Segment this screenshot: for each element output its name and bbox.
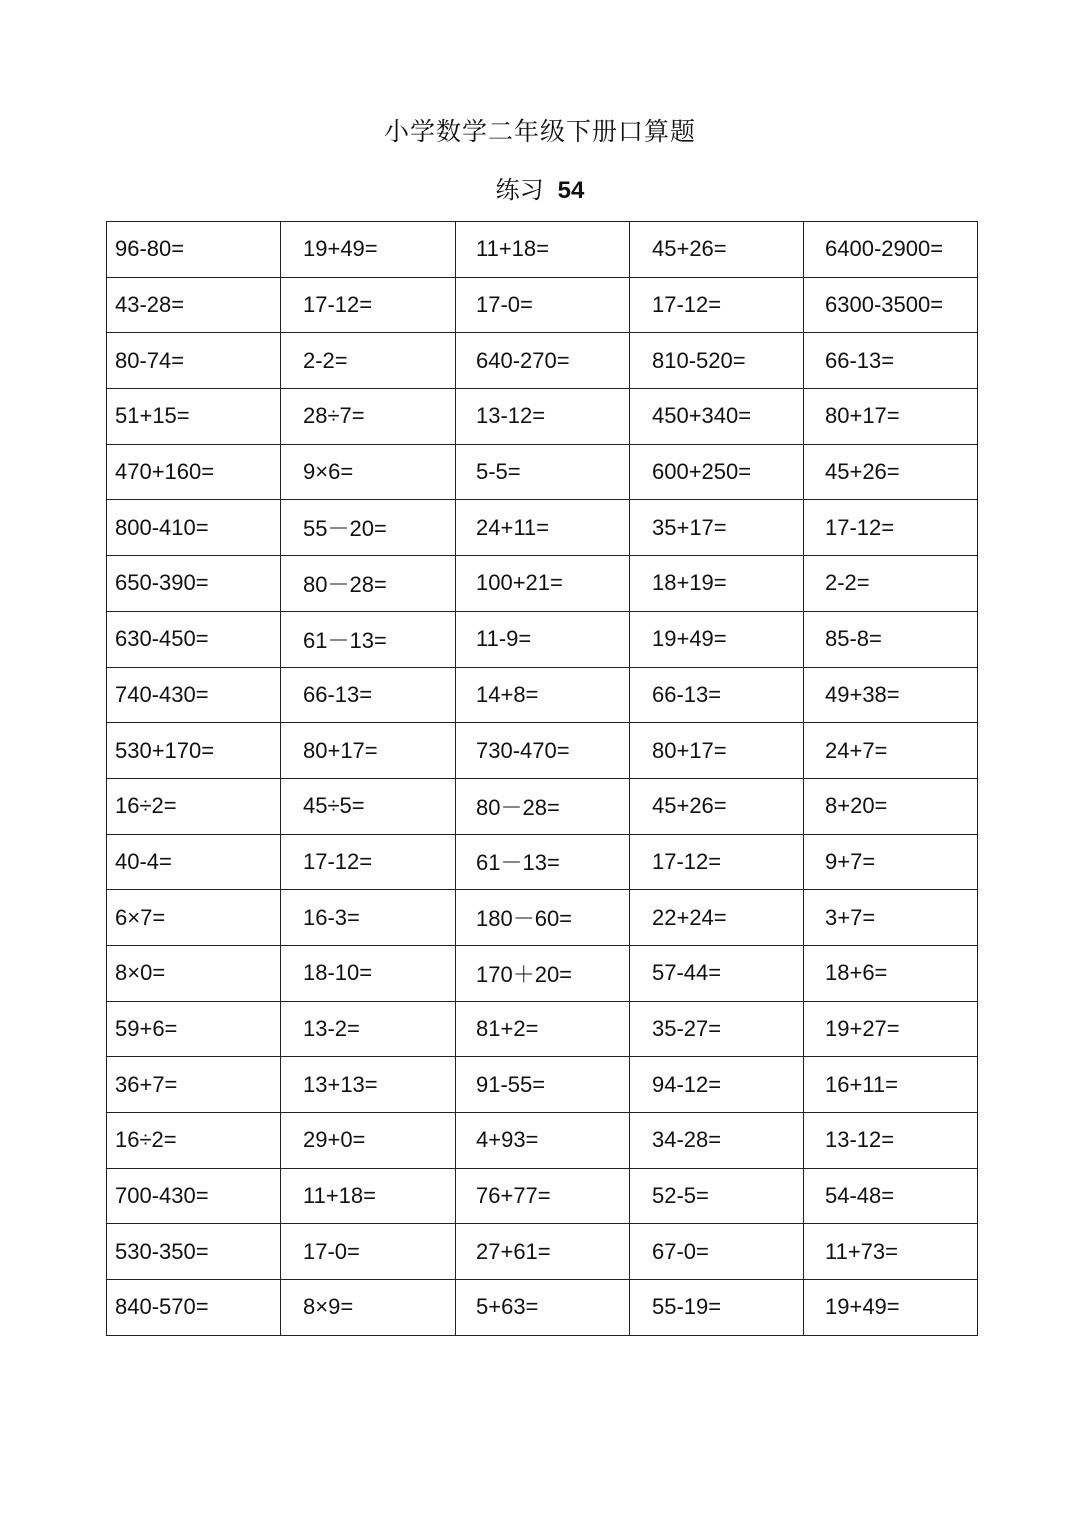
problem-cell: 76+77=	[456, 1168, 630, 1224]
problem-cell: 16-3=	[281, 890, 456, 946]
problem-row	[107, 1224, 978, 1280]
problem-cell: 9+7=	[804, 834, 978, 890]
problem-cell: 19+27=	[804, 1001, 978, 1057]
problem-cell: 40-4=	[107, 834, 281, 890]
problem-row	[107, 500, 978, 556]
problem-cell: 66-13=	[281, 667, 456, 723]
problem-cell: 55－20=	[281, 500, 456, 556]
problem-cell: 19+49=	[281, 222, 456, 278]
problem-cell: 6400-2900=	[804, 222, 978, 278]
problem-row	[107, 333, 978, 389]
problem-cell: 29+0=	[281, 1113, 456, 1169]
problem-cell: 640-270=	[456, 333, 630, 389]
problem-cell: 17-0=	[281, 1224, 456, 1280]
problem-cell: 28÷7=	[281, 389, 456, 445]
problem-row	[107, 1280, 978, 1336]
problem-row	[107, 723, 978, 779]
problem-cell: 45+26=	[630, 222, 804, 278]
problem-cell: 24+7=	[804, 723, 978, 779]
problem-cell: 45+26=	[630, 778, 804, 834]
problem-cell: 17-12=	[281, 277, 456, 333]
problem-cell: 61－13=	[281, 611, 456, 667]
problem-row	[107, 890, 978, 946]
problem-cell: 810-520=	[630, 333, 804, 389]
problem-cell: 16+11=	[804, 1057, 978, 1113]
problem-cell: 19+49=	[630, 611, 804, 667]
problem-cell: 13-12=	[456, 389, 630, 445]
problem-row	[107, 1113, 978, 1169]
problem-row	[107, 389, 978, 445]
problem-cell: 66-13=	[630, 667, 804, 723]
problem-cell: 11+18=	[281, 1168, 456, 1224]
problem-cell: 800-410=	[107, 500, 281, 556]
problem-cell: 450+340=	[630, 389, 804, 445]
problem-cell: 18-10=	[281, 945, 456, 1001]
problem-row	[107, 834, 978, 890]
problem-cell: 530+170=	[107, 723, 281, 779]
problem-cell: 14+8=	[456, 667, 630, 723]
problem-cell: 57-44=	[630, 945, 804, 1001]
exercise-label: 练习	[495, 176, 544, 204]
problem-cell: 80－28=	[456, 778, 630, 834]
problem-row	[107, 444, 978, 500]
problem-cell: 54-48=	[804, 1168, 978, 1224]
problem-row	[107, 611, 978, 667]
problem-cell: 36+7=	[107, 1057, 281, 1113]
problem-cell: 2-2=	[281, 333, 456, 389]
problem-cell: 35-27=	[630, 1001, 804, 1057]
problem-cell: 4+93=	[456, 1113, 630, 1169]
problem-cell: 6300-3500=	[804, 277, 978, 333]
problem-cell: 17-12=	[281, 834, 456, 890]
problem-cell: 66-13=	[804, 333, 978, 389]
problem-cell: 85-8=	[804, 611, 978, 667]
problem-cell: 700-430=	[107, 1168, 281, 1224]
problem-cell: 740-430=	[107, 667, 281, 723]
problem-cell: 17-12=	[804, 500, 978, 556]
problem-cell: 17-12=	[630, 277, 804, 333]
problem-cell: 530-350=	[107, 1224, 281, 1280]
problem-cell: 19+49=	[804, 1280, 978, 1336]
problem-cell: 80+17=	[804, 389, 978, 445]
problem-row	[107, 945, 978, 1001]
problem-row	[107, 277, 978, 333]
problem-cell: 24+11=	[456, 500, 630, 556]
problem-cell: 22+24=	[630, 890, 804, 946]
problem-cell: 80+17=	[630, 723, 804, 779]
problem-cell: 52-5=	[630, 1168, 804, 1224]
problem-cell: 170＋20=	[456, 945, 630, 1001]
problem-cell: 18+6=	[804, 945, 978, 1001]
problem-cell: 840-570=	[107, 1280, 281, 1336]
problem-row	[107, 667, 978, 723]
problem-grid	[106, 221, 978, 1336]
problem-cell: 17-12=	[630, 834, 804, 890]
problem-cell: 67-0=	[630, 1224, 804, 1280]
problem-cell: 11-9=	[456, 611, 630, 667]
worksheet-title: 小学数学二年级下册口算题	[383, 117, 696, 146]
problem-cell: 13+13=	[281, 1057, 456, 1113]
problem-cell: 34-28=	[630, 1113, 804, 1169]
problem-cell: 630-450=	[107, 611, 281, 667]
problem-cell: 9×6=	[281, 444, 456, 500]
problem-grid-body	[107, 222, 978, 1336]
problem-row	[107, 222, 978, 278]
problem-cell: 91-55=	[456, 1057, 630, 1113]
problem-cell: 6×7=	[107, 890, 281, 946]
problem-cell: 16÷2=	[107, 1113, 281, 1169]
problem-cell: 49+38=	[804, 667, 978, 723]
problem-cell: 3+7=	[804, 890, 978, 946]
problem-cell: 81+2=	[456, 1001, 630, 1057]
problem-cell: 730-470=	[456, 723, 630, 779]
problem-cell: 51+15=	[107, 389, 281, 445]
problem-cell: 45+26=	[804, 444, 978, 500]
problem-cell: 11+18=	[456, 222, 630, 278]
problem-cell: 94-12=	[630, 1057, 804, 1113]
problem-cell: 80－28=	[281, 556, 456, 612]
problem-row	[107, 556, 978, 612]
problem-cell: 59+6=	[107, 1001, 281, 1057]
problem-cell: 35+17=	[630, 500, 804, 556]
problem-cell: 45÷5=	[281, 778, 456, 834]
problem-cell: 100+21=	[456, 556, 630, 612]
problem-cell: 5+63=	[456, 1280, 630, 1336]
problem-cell: 80+17=	[281, 723, 456, 779]
exercise-heading	[0, 170, 1080, 205]
problem-cell: 13-2=	[281, 1001, 456, 1057]
problem-cell: 8×0=	[107, 945, 281, 1001]
problem-cell: 2-2=	[804, 556, 978, 612]
exercise-number: 54	[557, 177, 585, 204]
problem-row	[107, 1057, 978, 1113]
problem-cell: 80-74=	[107, 333, 281, 389]
problem-cell: 11+73=	[804, 1224, 978, 1280]
problem-cell: 27+61=	[456, 1224, 630, 1280]
problem-row	[107, 1168, 978, 1224]
problem-cell: 8×9=	[281, 1280, 456, 1336]
problem-cell: 17-0=	[456, 277, 630, 333]
problem-cell: 13-12=	[804, 1113, 978, 1169]
problem-cell: 600+250=	[630, 444, 804, 500]
problem-cell: 55-19=	[630, 1280, 804, 1336]
problem-cell: 43-28=	[107, 277, 281, 333]
problem-cell: 650-390=	[107, 556, 281, 612]
problem-cell: 8+20=	[804, 778, 978, 834]
problem-row	[107, 778, 978, 834]
problem-cell: 16÷2=	[107, 778, 281, 834]
problem-cell: 470+160=	[107, 444, 281, 500]
problem-cell: 96-80=	[107, 222, 281, 278]
problem-cell: 61－13=	[456, 834, 630, 890]
problem-cell: 5-5=	[456, 444, 630, 500]
problem-row	[107, 1001, 978, 1057]
problem-cell: 18+19=	[630, 556, 804, 612]
problem-cell: 180－60=	[456, 890, 630, 946]
